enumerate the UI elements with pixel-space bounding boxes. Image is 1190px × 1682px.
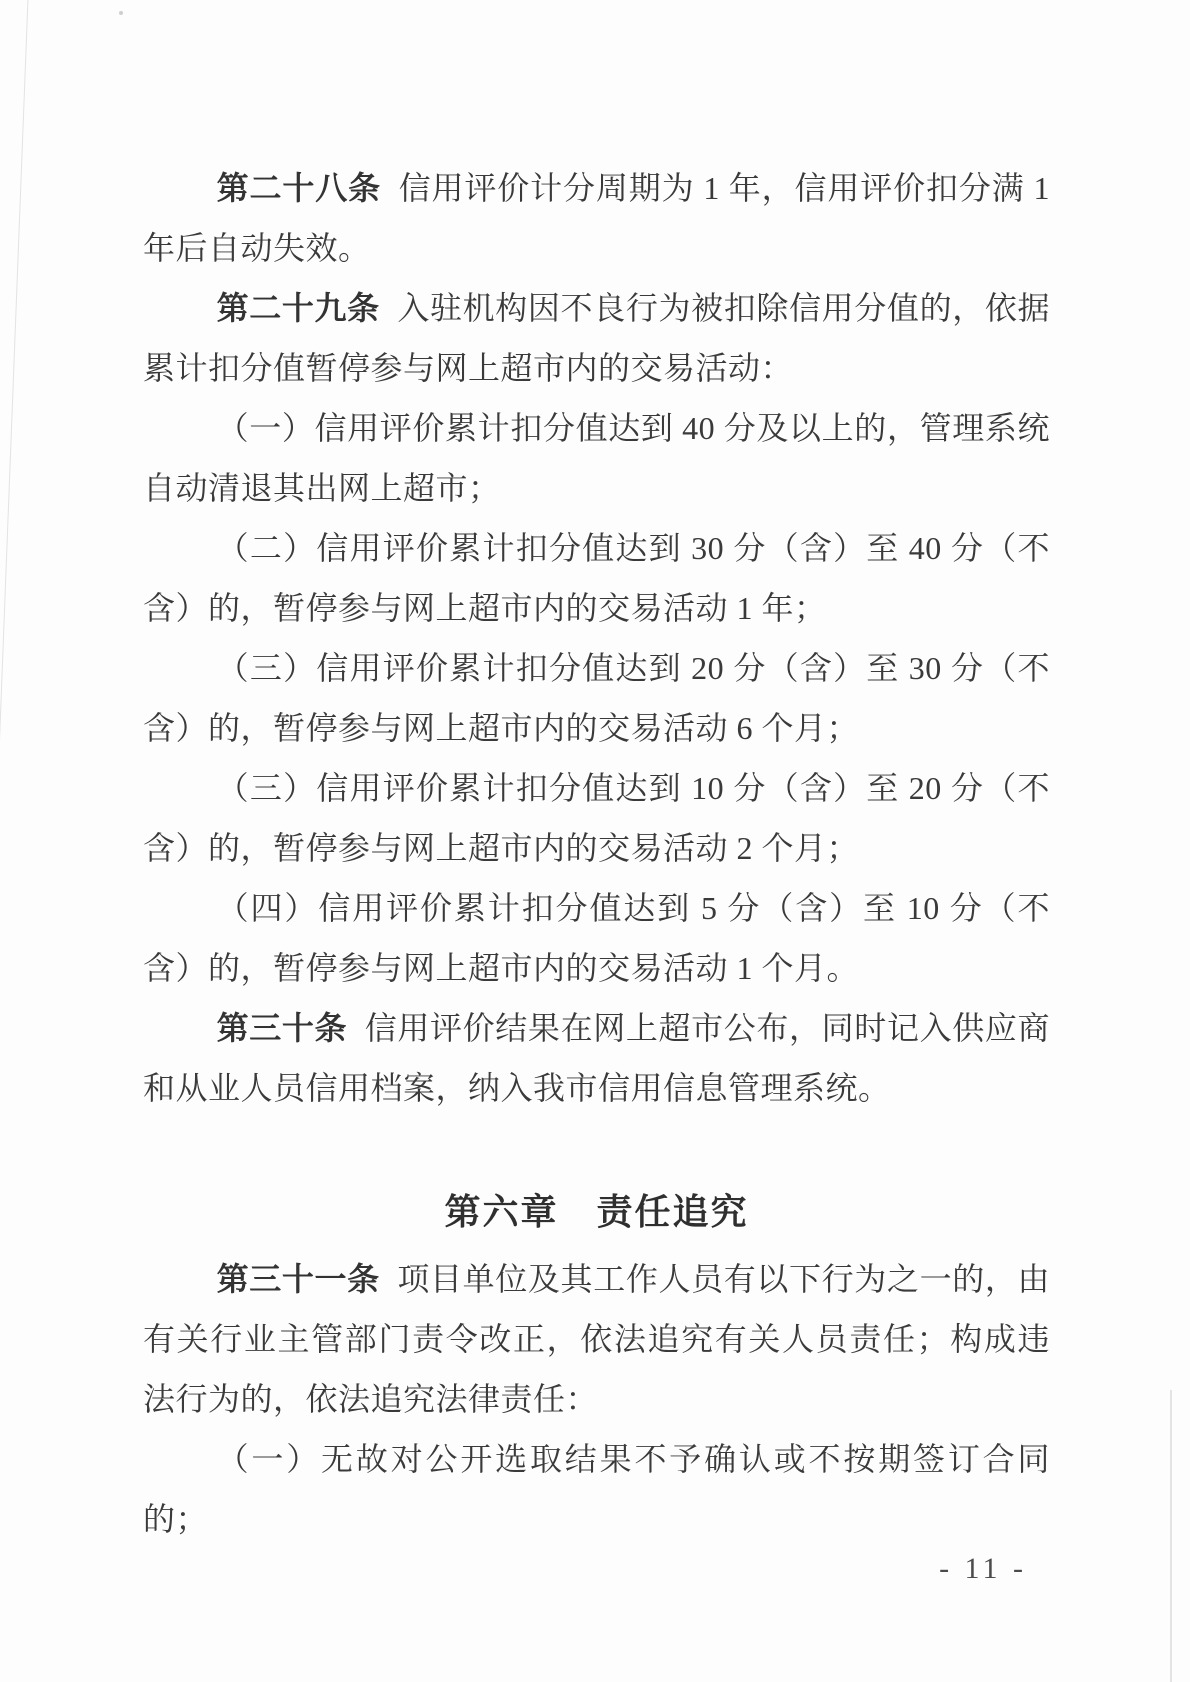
article-29-item-2-text: （二）信用评价累计扣分值达到 30 分（含）至 40 分（不含）的，暂停参与网上超市内的交易活动 1 年；	[143, 530, 1050, 626]
article-29-item-1-text: （一）信用评价累计扣分值达到 40 分及以上的，管理系统自动清退其出网上超市；	[143, 410, 1050, 506]
article-29-item-3-duplicate	[143, 758, 1050, 878]
article-30-paragraph	[143, 998, 1050, 1118]
article-28-text: 信用评价计分周期为 1 年，信用评价扣分满 1 年后自动失效。	[143, 170, 1050, 266]
article-30-text: 信用评价结果在网上超市公布，同时记入供应商和从业人员信用档案，纳入我市信用信息管理系统。	[143, 1010, 1050, 1106]
chapter-6-heading: 第六章 责任追究	[444, 1191, 749, 1232]
article-29-paragraph	[143, 278, 1050, 398]
article-29-item-3-text: （三）信用评价累计扣分值达到 20 分（含）至 30 分（不含）的，暂停参与网上超市内的交易活动 6 个月；	[143, 650, 1050, 746]
article-28-paragraph	[143, 158, 1050, 278]
page-number: - 11 -	[939, 1552, 1027, 1585]
article-29-item-4	[143, 878, 1050, 998]
article-31-item-1	[143, 1429, 1050, 1549]
article-29-item-3-duplicate-text: （三）信用评价累计扣分值达到 10 分（含）至 20 分（不含）的，暂停参与网上超市内的交易活动 2 个月；	[143, 770, 1050, 866]
article-28-label: 第二十八条	[216, 170, 381, 206]
article-30-label: 第三十条	[216, 1010, 348, 1046]
scan-artifact-speck	[119, 11, 123, 15]
article-31-item-1-text: （一）无故对公开选取结果不予确认或不按期签订合同的；	[143, 1441, 1050, 1537]
article-29-item-4-text: （四）信用评价累计扣分值达到 5 分（含）至 10 分（不含）的，暂停参与网上超市内的交易活动 1 个月。	[143, 890, 1050, 986]
article-31-paragraph	[143, 1249, 1050, 1429]
scan-artifact-right-line	[1170, 1390, 1172, 1682]
document-body	[143, 158, 1050, 1549]
scan-artifact-left-line	[0, 0, 30, 740]
article-31-text: 项目单位及其工作人员有以下行为之一的，由有关行业主管部门责令改正，依法追究有关人员责任；构成违法行为的，依法追究法律责任：	[143, 1261, 1050, 1417]
article-29-text: 入驻机构因不良行为被扣除信用分值的，依据累计扣分值暂停参与网上超市内的交易活动：	[143, 290, 1050, 386]
article-29-item-3	[143, 638, 1050, 758]
article-29-item-2	[143, 518, 1050, 638]
article-31-label: 第三十一条	[216, 1261, 380, 1297]
article-29-label: 第二十九条	[216, 290, 380, 326]
article-29-item-1	[143, 398, 1050, 518]
